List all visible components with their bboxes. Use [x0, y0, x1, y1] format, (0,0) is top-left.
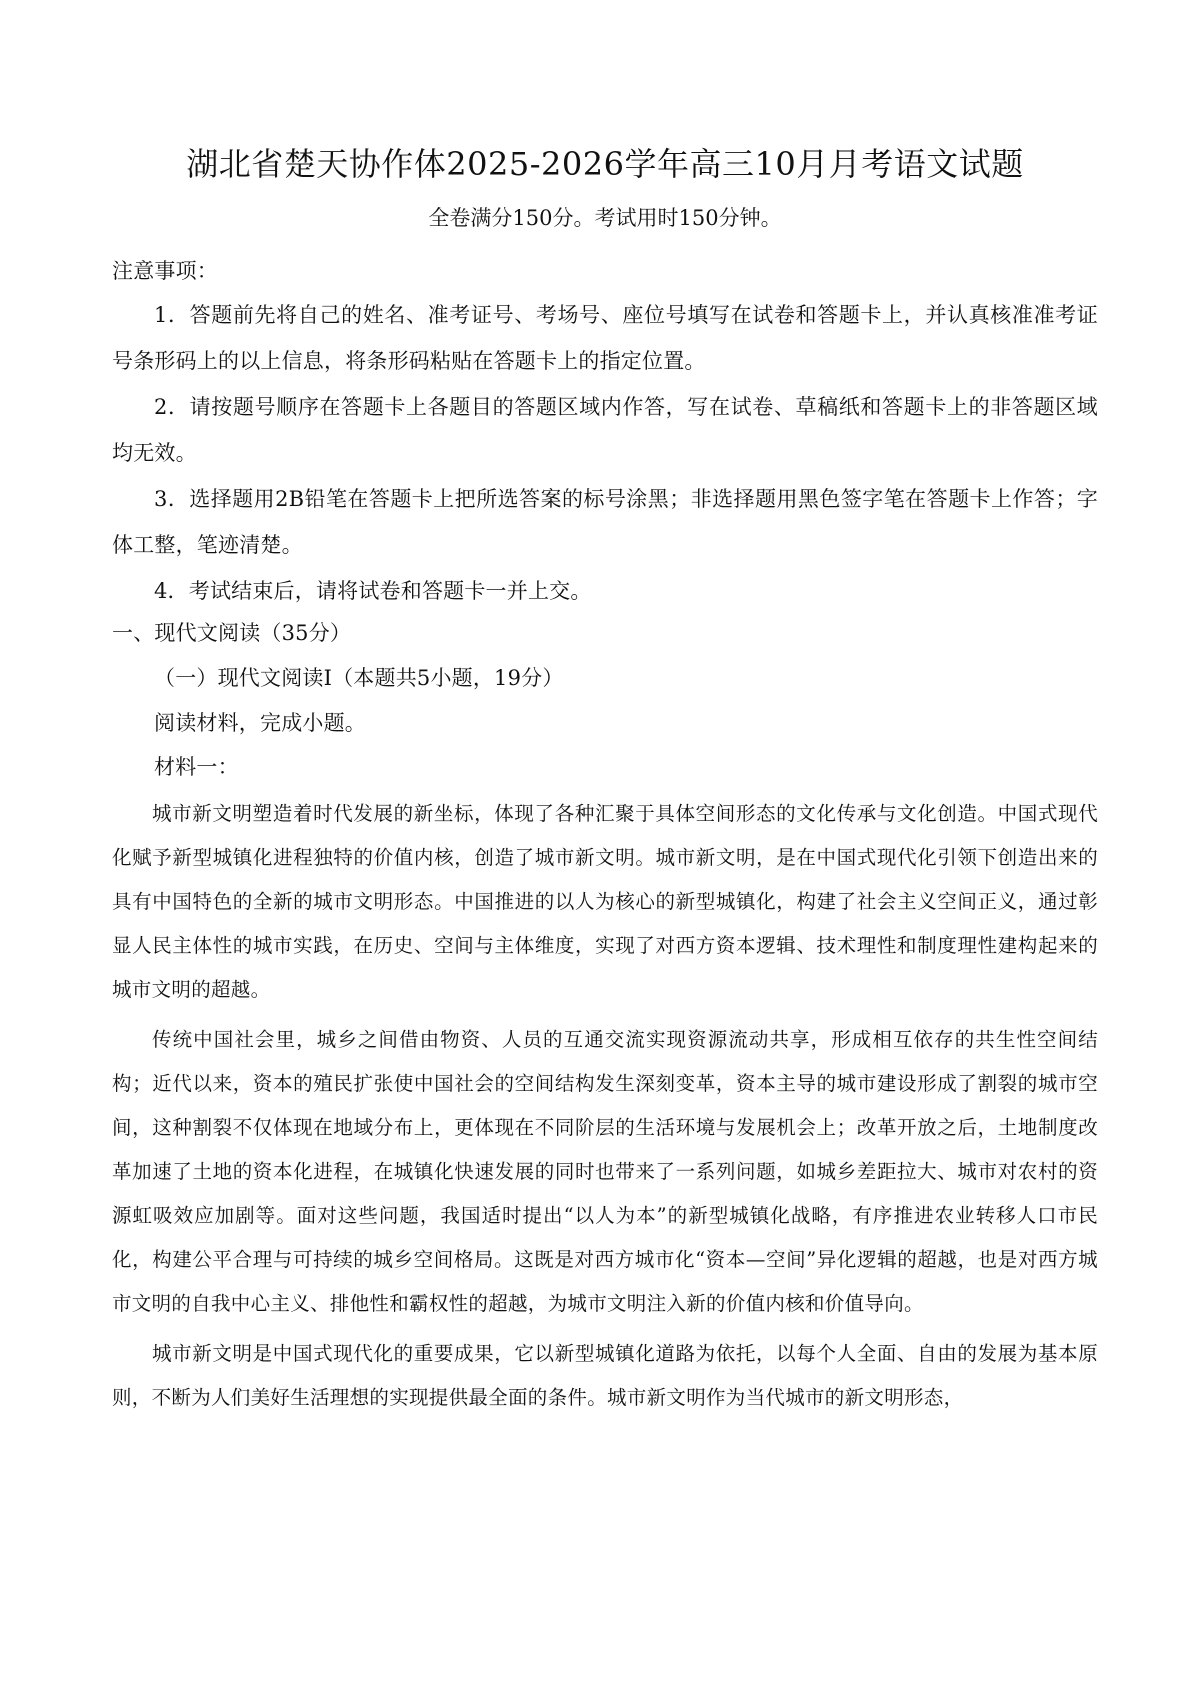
- notice-list: [112, 292, 1098, 614]
- notice-item: 2．请按题号顺序在答题卡上各题目的答题区域内作答，写在试卷、草稿纸和答题卡上的非答题区域均无效。: [112, 395, 1098, 465]
- material-text: [112, 792, 1098, 1426]
- reading-instruction: 阅读材料，完成小题。: [154, 711, 366, 735]
- material-paragraph: 城市新文明是中国式现代化的重要成果，它以新型城镇化道路为依托，以每个人全面、自由的发展为基本原则，不断为人们美好生活理想的实现提供最全面的条件。城市新文明作为当代城市的新文明形态，: [112, 1342, 1098, 1409]
- notice-item: 3．选择题用2B铅笔在答题卡上把所选答案的标号涂黑；非选择题用黑色签字笔在答题卡上作答；字体工整，笔迹清楚。: [112, 487, 1098, 557]
- notice-item: 4．考试结束后，请将试卷和答题卡一并上交。: [154, 579, 592, 603]
- subsection-heading: （一）现代文阅读Ⅰ（本题共5小题，19分）: [154, 666, 564, 690]
- exam-title: 湖北省楚天协作体2025-2026学年高三10月月考语文试题: [186, 145, 1024, 183]
- notice-item: 1．答题前先将自己的姓名、准考证号、考场号、座位号填写在试卷和答题卡上，并认真核准准考证号条形码上的以上信息，将条形码粘贴在答题卡上的指定位置。: [112, 303, 1098, 373]
- section-heading: 一、现代文阅读（35分）: [112, 621, 352, 645]
- material-paragraph: 城市新文明塑造着时代发展的新坐标，体现了各种汇聚于具体空间形态的文化传承与文化创造。中国式现代化赋予新型城镇化进程独特的价值内核，创造了城市新文明。城市新文明，是在中国式现代化引领下创造出来的具有中国特色的全新的城市文明形态。中国推进的以人为核心的新型城镇化，构建了社会主义空间正义，通过彰显人民主体性的城市实践，在历史、空间与主体维度，实现了对西方资本逻辑、技术理性和制度理性建构起来的城市文明的超越。: [112, 802, 1098, 1001]
- exam-subtitle: 全卷满分150分。考试用时150分钟。: [428, 206, 782, 230]
- material-paragraph: 传统中国社会里，城乡之间借由物资、人员的互通交流实现资源流动共享，形成相互依存的共生性空间结构；近代以来，资本的殖民扩张使中国社会的空间结构发生深刻变革，资本主导的城市建设形成了割裂的城市空间，这种割裂不仅体现在地域分布上，更体现在不同阶层的生活环境与发展机会上；改革开放之后，土地制度改革加速了土地的资本化进程，在城镇化快速发展的同时也带来了一系列问题，如城乡差距拉大、城市对农村的资源虹吸效应加剧等。面对这些问题，我国适时提出“以人为本”的新型城镇化战略，有序推进农业转移人口市民化，构建公平合理与可持续的城乡空间格局。这既是对西方城市化“资本—空间”异化逻辑的超越，也是对西方城市文明的自我中心主义、排他性和霸权性的超越，为城市文明注入新的价值内核和价值导向。: [112, 1028, 1098, 1315]
- notice-heading: 注意事项：: [112, 259, 218, 283]
- material-label: 材料一：: [154, 755, 239, 779]
